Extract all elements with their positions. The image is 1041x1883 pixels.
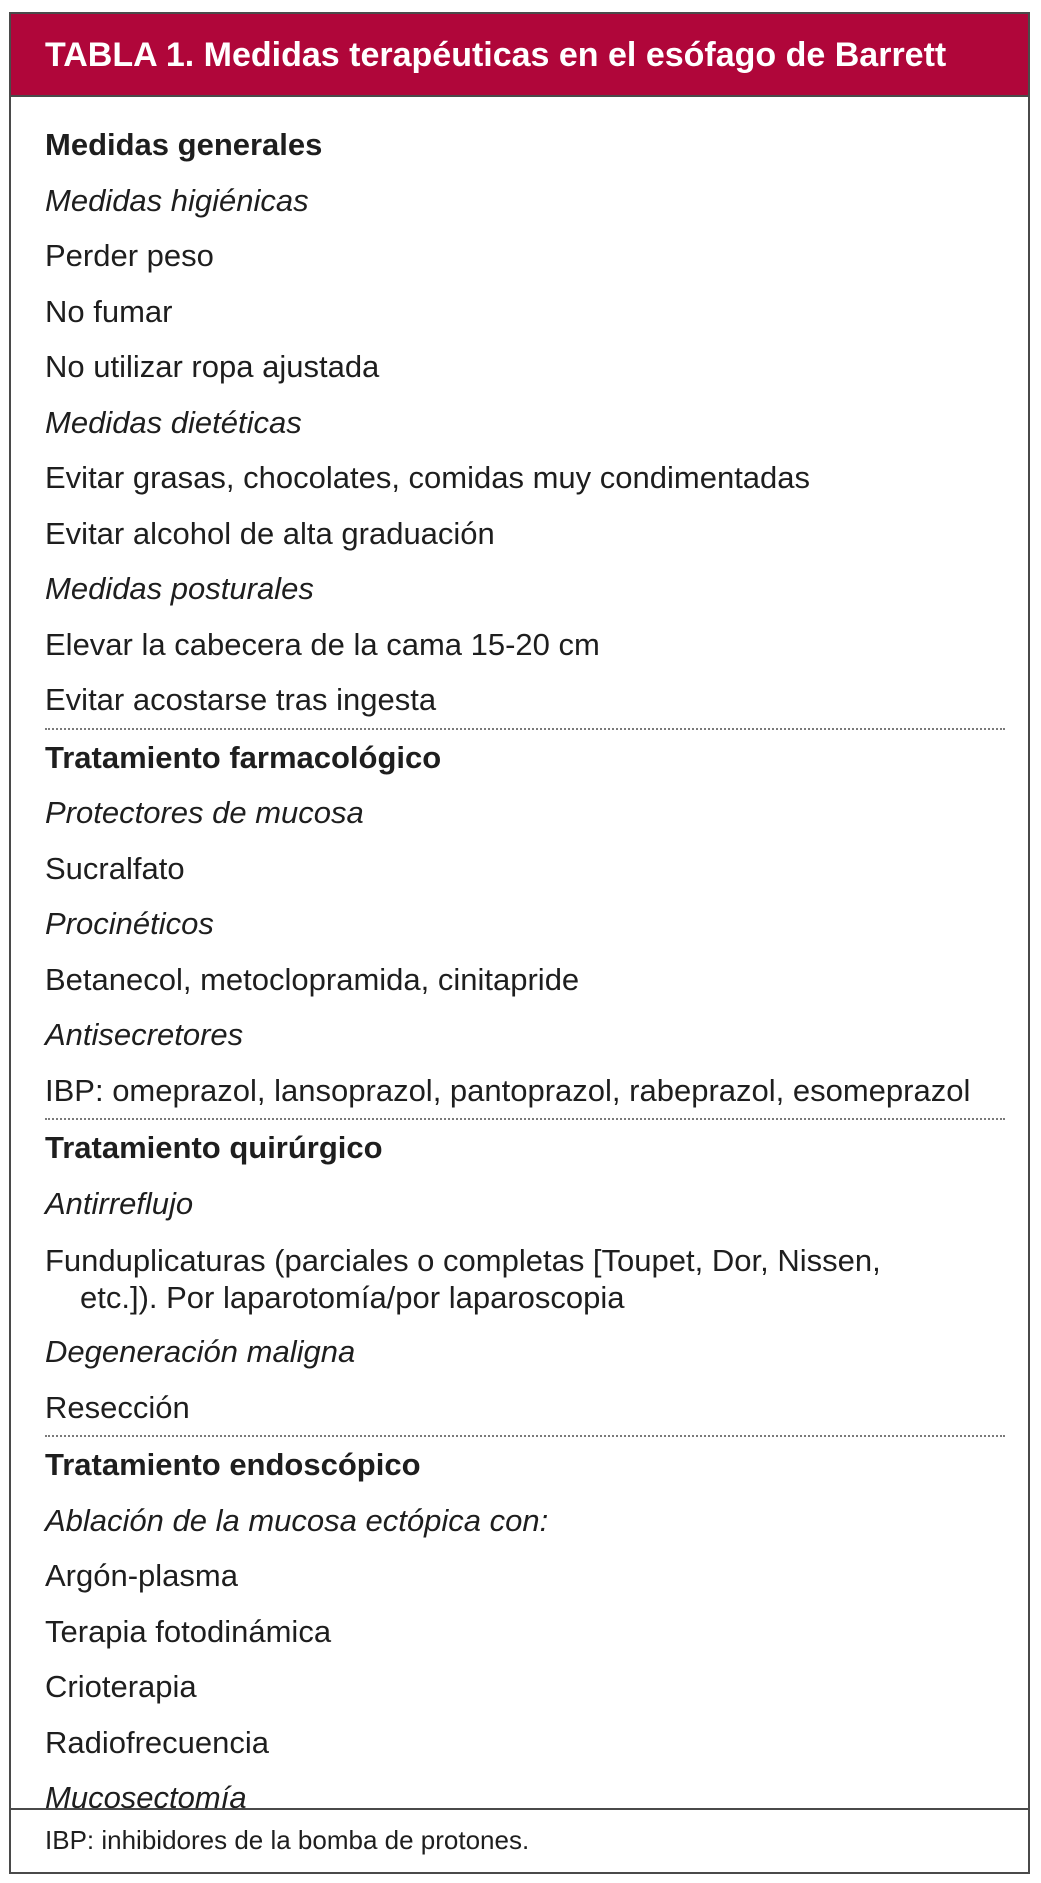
list-item: Evitar alcohol de alta graduación [45,515,495,551]
list-item: Sucralfato [45,850,185,886]
list-item: Radiofrecuencia [45,1724,270,1760]
section-pharmacological-treatment [45,728,1005,1119]
subheading: Degeneración maligna [45,1334,356,1369]
subheading: Mucosectomía [45,1780,247,1815]
list-item: No utilizar ropa ajustada [45,349,380,384]
list-item: Terapia fotodinámica [45,1613,332,1649]
subheading: Protectores de mucosa [45,795,364,830]
list-item: IBP: omeprazol, lansoprazol, pantoprazol, rabeprazol, esomeprazol [45,1072,971,1108]
list-item: Argón-plasma [45,1558,238,1593]
subheading: Medidas higiénicas [45,182,309,218]
table-body [45,117,1005,1826]
subheading: Medidas posturales [45,571,314,606]
list-item: Funduplicaturas (parciales o completas [Toupet, Dor, Nissen, etc.]). Por laparotomía/por laparoscopia [45,1243,881,1315]
table-footnote: IBP: inhibidores de la bomba de protones. [11,1808,1028,1870]
subheading: Antisecretores [45,1017,244,1052]
section-surgical-treatment [45,1118,1005,1435]
list-item: Betanecol, metoclopramida, cinitapride [45,961,580,997]
subheading: Ablación de la mucosa ectópica con: [45,1502,549,1538]
section-general-measures [45,117,1005,728]
subheading: Procinéticos [45,906,214,941]
section-heading: Medidas generales [45,127,323,162]
section-heading: Tratamiento endoscópico [45,1447,421,1482]
subheading: Medidas dietéticas [45,404,302,440]
section-endoscopic-treatment [45,1435,1005,1826]
list-item: Crioterapia [45,1669,197,1704]
list-item: Resección [45,1389,190,1425]
list-item: Perder peso [45,238,214,273]
list-item: Elevar la cabecera de la cama 15-20 cm [45,626,600,662]
list-item: Evitar grasas, chocolates, comidas muy condimentadas [45,460,811,495]
list-item: Evitar acostarse tras ingesta [45,682,437,717]
therapy-table [9,12,1030,1874]
table-title: TABLA 1. Medidas terapéuticas en el esófago de Barrett [11,14,1028,97]
section-heading: Tratamiento quirúrgico [45,1130,383,1165]
subheading: Antirreflujo [45,1185,194,1221]
section-heading: Tratamiento farmacológico [45,739,442,775]
list-item: No fumar [45,293,173,329]
